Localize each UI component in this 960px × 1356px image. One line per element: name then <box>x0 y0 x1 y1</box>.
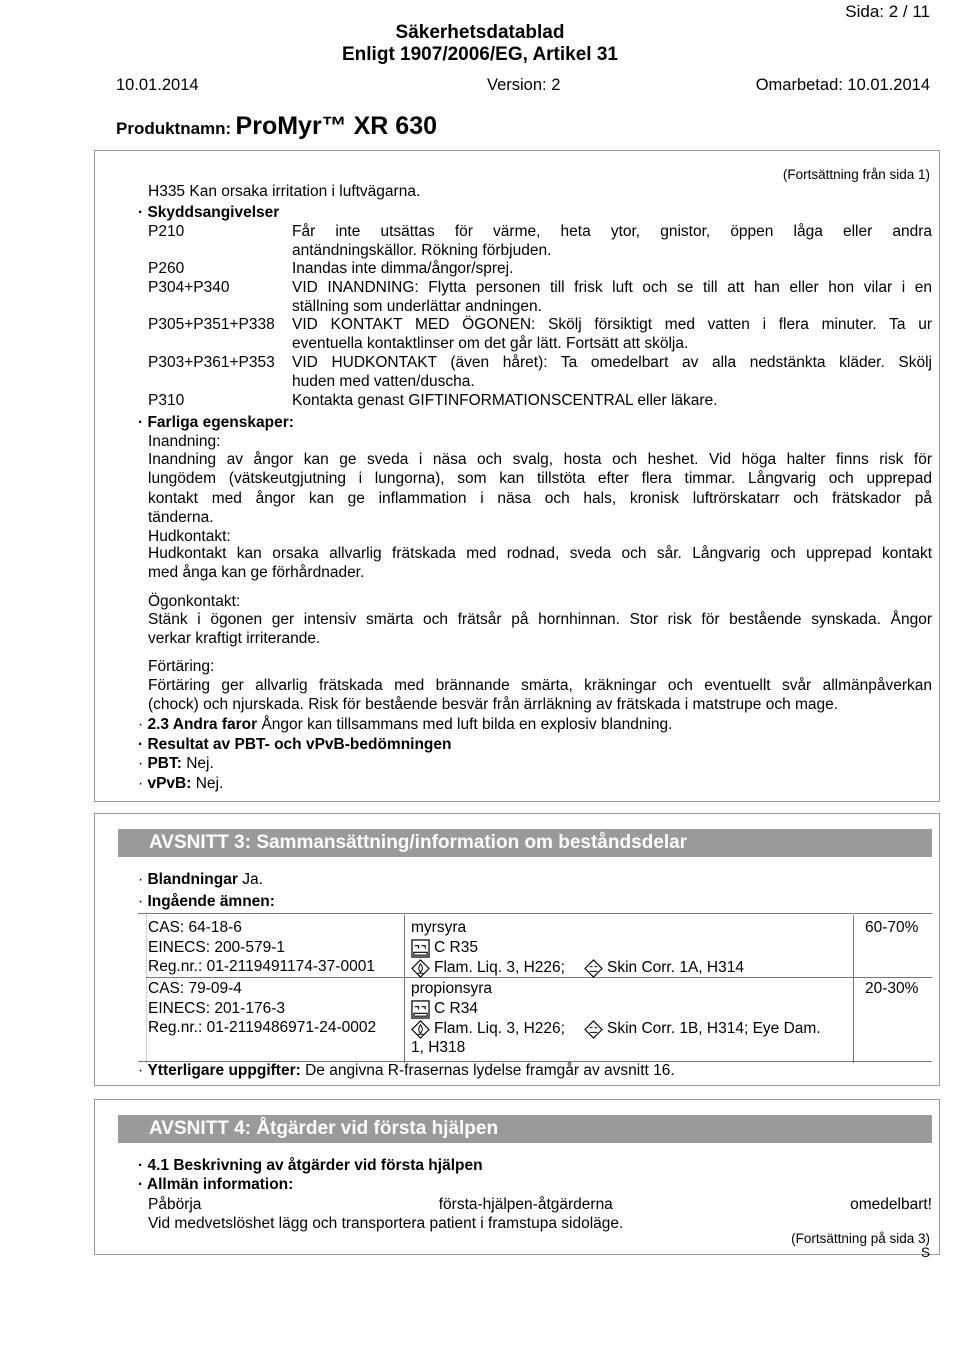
skin-title: Hudkontakt: <box>148 528 231 545</box>
inhalation-line: Inandning av ångor kan ge sveda i näsa och svalg, hosta och heshet. Vid höga halter finns risk för <box>148 451 932 468</box>
ingredient-einecs: EINECS: 200-579-1 <box>148 938 285 956</box>
ingredients-heading-line: · Ingående ämnen: <box>138 893 932 914</box>
exclamation-ghs-icon <box>584 1020 603 1039</box>
statement-code: P305+P351+P338 <box>148 316 275 333</box>
table-col-rule-1 <box>404 915 406 1063</box>
statement-code: P210 <box>148 223 185 240</box>
ingredient-cas: CAS: 64-18-6 <box>148 919 242 936</box>
statement-text: antändningskällor. Rökning förbjuden. <box>292 241 552 259</box>
inhalation-title: Inandning: <box>148 433 221 450</box>
ingestion-title: Förtäring: <box>148 658 215 675</box>
ingestion-line: Förtäring ger allvarlig frätskada med brännande smärta, kräkningar och eventuellt svår allmänpåverkan <box>148 677 932 694</box>
page-number: Sida: 2 / 11 <box>845 2 930 21</box>
table-col-rule-2 <box>853 915 855 1063</box>
eye-line: Stänk i ögonen ger intensiv smärta och frätsår på hornhinnan. Stor risk för bestående synskada. Ångor <box>148 611 932 628</box>
hazard-heading: · Farliga egenskaper: <box>138 414 294 431</box>
product-name: ProMyr™ XR 630 <box>235 112 438 140</box>
product-label: Produktnamn: <box>116 119 232 138</box>
ingredient-reg-nr: Reg.nr.: 01-2119491174-37-0001 <box>148 958 375 975</box>
inhalation-line: kontakt med ångor kan ge inflammation i näsa och hals, kronisk luftrörskatarr och frätskador på <box>148 489 932 507</box>
statement-text: Inandas inte dimma/ångor/sprej. <box>292 260 514 277</box>
footer-mark: S <box>920 1245 930 1260</box>
ingredient-ghs-flam: Flam. Liq. 3, H226; <box>434 1020 565 1037</box>
statement-code: P304+P340 <box>148 279 230 296</box>
additional-info: · Ytterligare uppgifter: De angivna R-frasernas lydelse framgår av avsnitt 16. <box>138 1061 932 1080</box>
flame-ghs-icon <box>411 959 430 978</box>
continued-from: (Fortsättning från sida 1) <box>782 167 930 182</box>
h335-statement: H335 Kan orsaka irritation i luftvägarna. <box>148 183 421 200</box>
statement-text: VID INANDNING: Flytta personen till frisk luft och se till att han eller hon vilar i en <box>292 279 932 296</box>
corrosive-r-symbol-icon <box>411 939 430 958</box>
statement-text: eventuella kontaktlinser om det går lätt. Fortsätt att skölja. <box>292 334 689 352</box>
inhalation-line: lungödem (vätskeutgjutning i lungorna), som kan tillstöta efter flera timmar. Långvarig och upprepad <box>148 470 932 488</box>
title-line-2: Enligt 1907/2006/EG, Artikel 31 <box>342 44 618 65</box>
eye-line: verkar kraftigt irriterande. <box>148 630 321 648</box>
ingredient-r-class: C R34 <box>434 999 478 1017</box>
version: Version: 2 <box>487 76 561 94</box>
precaution-heading: · Skyddsangivelser <box>138 204 280 221</box>
title-line-1: Säkerhetsdatablad <box>395 22 565 43</box>
statement-text: VID HUDKONTAKT (även håret): Ta omedelbart av alla nedstänkta kläder. Skölj <box>292 354 932 371</box>
continued-on: (Fortsättning på sida 3) <box>791 1231 930 1246</box>
print-date: 10.01.2014 <box>116 76 199 94</box>
ingredient-cas: CAS: 79-09-4 <box>148 980 242 997</box>
statement-text: ställning som underlättar andningen. <box>292 297 542 315</box>
statement-text: huden med vatten/duscha. <box>292 372 475 390</box>
ingredient-name: myrsyra <box>411 919 467 936</box>
ingredient-concentration: 20-30% <box>865 980 919 997</box>
ingredient-reg-nr: Reg.nr.: 01-2119486971-24-0002 <box>148 1019 377 1036</box>
exclamation-ghs-icon <box>584 959 603 978</box>
product-name-line <box>116 112 437 141</box>
general-info-heading: · Allmän information: <box>138 1176 294 1193</box>
vpvb-result: · vPvB: Nej. <box>138 775 224 792</box>
skin-line: Hudkontakt kan orsaka allvarlig frätskada med rodnad, sveda och sår. Långvarig och upprepad kontakt <box>148 545 932 562</box>
flame-ghs-icon <box>411 1020 430 1039</box>
section-3-heading: AVSNITT 3: Sammansättning/information om beståndsdelar <box>118 829 932 857</box>
statement-text: Får inte utsättas för värme, heta ytor, gnistor, öppen låga eller andra <box>292 223 932 240</box>
corrosive-r-symbol-icon <box>411 1000 430 1019</box>
revised-date: Omarbetad: 10.01.2014 <box>755 76 930 94</box>
skin-line: med ånga kan ge förhårdnader. <box>148 564 365 582</box>
statement-text: VID KONTAKT MED ÖGONEN: Skölj försiktigt med vatten i flera minuter. Ta ur <box>292 316 932 333</box>
inhalation-line: tänderna. <box>148 508 214 526</box>
statement-text: Kontakta genast GIFTINFORMATIONSCENTRAL eller läkare. <box>292 392 718 409</box>
pbt-result: · PBT: Nej. <box>138 755 214 772</box>
pbt-heading: · Resultat av PBT- och vPvB-bedömningen <box>138 736 452 753</box>
ingestion-line: (chock) och njurskada. Risk för bestående besvär från ärrläkning av frätskada i matstrupe och mage. <box>148 696 839 714</box>
ingredient-ghs-skin: Skin Corr. 1B, H314; Eye Dam. <box>607 1020 821 1037</box>
general-info-line: Vid medvetslöshet lägg och transportera patient i framstupa sidoläge. <box>148 1215 624 1232</box>
ingredient-ghs-continued: 1, H318 <box>411 1038 466 1056</box>
ingredient-r-class: C R35 <box>434 938 478 956</box>
other-hazards: · 2.3 Andra faror Ångor kan tillsammans med luft bilda en explosiv blandning. <box>138 716 673 733</box>
ingredient-divider <box>146 977 932 978</box>
mixtures-line: · Blandningar Ja. <box>138 871 263 888</box>
statement-code: P310 <box>148 392 185 409</box>
ingredient-ghs-flam: Flam. Liq. 3, H226; <box>434 959 565 976</box>
first-aid-subheading: · 4.1 Beskrivning av åtgärder vid första hjälpen <box>138 1157 483 1174</box>
document-title <box>0 22 960 66</box>
ingredient-name: propionsyra <box>411 980 492 997</box>
ingredient-einecs: EINECS: 201-176-3 <box>148 999 285 1017</box>
ingredient-concentration: 60-70% <box>865 919 919 936</box>
eye-title: Ögonkontakt: <box>148 593 241 610</box>
statement-code: P260 <box>148 260 185 277</box>
general-info-line: Påbörja första-hjälpen-åtgärderna omedelbart! <box>148 1196 932 1213</box>
statement-code: P303+P361+P353 <box>148 354 275 371</box>
ingredient-ghs-skin: Skin Corr. 1A, H314 <box>607 959 744 976</box>
section-4-heading: AVSNITT 4: Åtgärder vid första hjälpen <box>118 1115 932 1143</box>
